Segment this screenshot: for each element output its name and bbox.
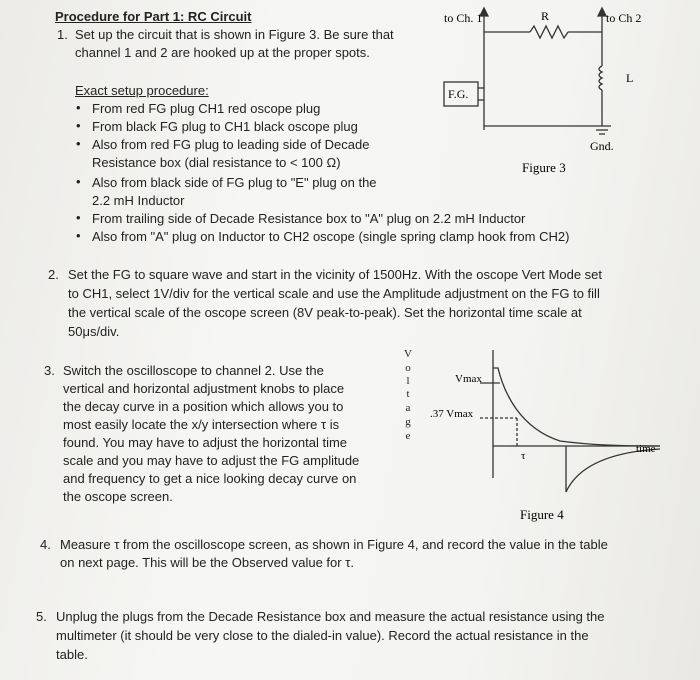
- step1-number: 1.: [57, 27, 68, 42]
- setup-bullet-4-line1: Also from black side of FG plug to "E" plug on the: [92, 175, 377, 190]
- bullet-dot: •: [76, 228, 81, 243]
- fig4-caption: Figure 4: [520, 507, 564, 522]
- fig4-voltage-letter: V: [404, 348, 412, 360]
- fig3-fg-label: F.G.: [448, 87, 469, 101]
- fig4-tau-label: τ: [521, 450, 526, 462]
- figure4-decay-graph: [420, 348, 670, 528]
- step2-number: 2.: [48, 267, 59, 282]
- fig3-ch2-label: to Ch 2: [606, 11, 642, 25]
- figure3-circuit-diagram: [430, 0, 670, 180]
- fig4-37vmax-label: .37 Vmax: [430, 408, 474, 420]
- step5-line1: Unplug the plugs from the Decade Resistance box and measure the actual resistance using the: [56, 609, 605, 624]
- step2-line2: to CH1, select 1V/div for the vertical scale and use the Amplitude adjustment on the FG to fill: [68, 286, 600, 301]
- fig3-r-label: R: [541, 9, 550, 23]
- step2-line3: the vertical scale of the oscope screen (8V peak-to-peak). Set the horizontal time scale at: [68, 305, 582, 320]
- setup-bullet-3-line1: Also from red FG plug to leading side of Decade: [92, 137, 370, 152]
- step5-line3: table.: [56, 647, 88, 662]
- step3-line2: vertical and horizontal adjustment knobs to place: [63, 381, 345, 396]
- step4-line2: on next page. This will be the Observed value for τ.: [60, 555, 354, 570]
- step3-line8: the oscope screen.: [63, 489, 173, 504]
- step3-line4: most easily locate the x/y intersection where τ is: [63, 417, 340, 432]
- fig4-voltage-letter: e: [405, 430, 411, 442]
- setup-bullet-6: Also from "A" plug on Inductor to CH2 oscope (single spring clamp hook from CH2): [92, 229, 570, 244]
- ch2-arrow-icon: [598, 8, 606, 16]
- step5-number: 5.: [36, 609, 47, 624]
- step3-line1: Switch the oscilloscope to channel 2. Use the: [63, 363, 324, 378]
- fig3-l-label: L: [626, 71, 634, 85]
- step4-number: 4.: [40, 537, 51, 552]
- step3-line7: and frequency to get a nice looking decay curve on: [63, 471, 357, 486]
- fig4-voltage-letter: g: [405, 416, 411, 428]
- step2-line1: Set the FG to square wave and start in the vicinity of 1500Hz. With the oscope Vert Mode set: [68, 267, 602, 282]
- step3-line5: found. You may have to adjust the horizontal time: [63, 435, 348, 450]
- fig3-ch1-label: to Ch. 1: [444, 11, 483, 25]
- bullet-dot: •: [76, 174, 81, 189]
- step4-line1: Measure τ from the oscilloscope screen, as shown in Figure 4, and record the value in the table: [60, 537, 608, 552]
- setup-bullet-5: From trailing side of Decade Resistance box to "A" plug on 2.2 mH Inductor: [92, 211, 526, 226]
- fig4-voltage-letter: t: [406, 388, 410, 400]
- step3-number: 3.: [44, 363, 55, 378]
- fig3-gnd-label: Gnd.: [590, 139, 614, 153]
- fig4-voltage-letter: l: [406, 375, 410, 387]
- bullet-dot: •: [76, 118, 81, 133]
- setup-bullet-4-line2: 2.2 mH Inductor: [92, 193, 185, 208]
- setup-bullet-1: From red FG plug CH1 red oscope plug: [92, 101, 321, 116]
- resistor-symbol: [530, 26, 568, 38]
- fig4-voltage-letter: a: [405, 402, 411, 414]
- step5-line2: multimeter (it should be very close to the dialed-in value). Record the actual resistance in the: [56, 628, 589, 643]
- setup-bullet-2: From black FG plug to CH1 black oscope plug: [92, 119, 358, 134]
- fig3-caption: Figure 3: [522, 160, 566, 175]
- step3-line3: the decay curve in a position which allows you to: [63, 399, 344, 414]
- fig4-time-label: time: [636, 443, 656, 455]
- part-title: Procedure for Part 1: RC Circuit: [55, 9, 252, 24]
- fig4-decay-curve: [493, 368, 660, 446]
- fig4-vmax-label: Vmax: [455, 373, 482, 385]
- step1-line1: Set up the circuit that is shown in Figure 3. Be sure that: [75, 27, 394, 42]
- bullet-dot: •: [76, 210, 81, 225]
- step2-line4: 50μs/div.: [68, 324, 120, 339]
- step1-line2: channel 1 and 2 are hooked up at the proper spots.: [75, 45, 370, 60]
- step3-line6: scale and you may have to adjust the FG amplitude: [63, 453, 360, 468]
- bullet-dot: •: [76, 136, 81, 151]
- setup-bullet-3-line2: Resistance box (dial resistance to < 100 Ω): [92, 155, 341, 170]
- fig4-voltage-letter: o: [405, 362, 411, 374]
- inductor-symbol: [599, 66, 602, 90]
- bullet-dot: •: [76, 100, 81, 115]
- setup-heading: Exact setup procedure:: [75, 83, 209, 98]
